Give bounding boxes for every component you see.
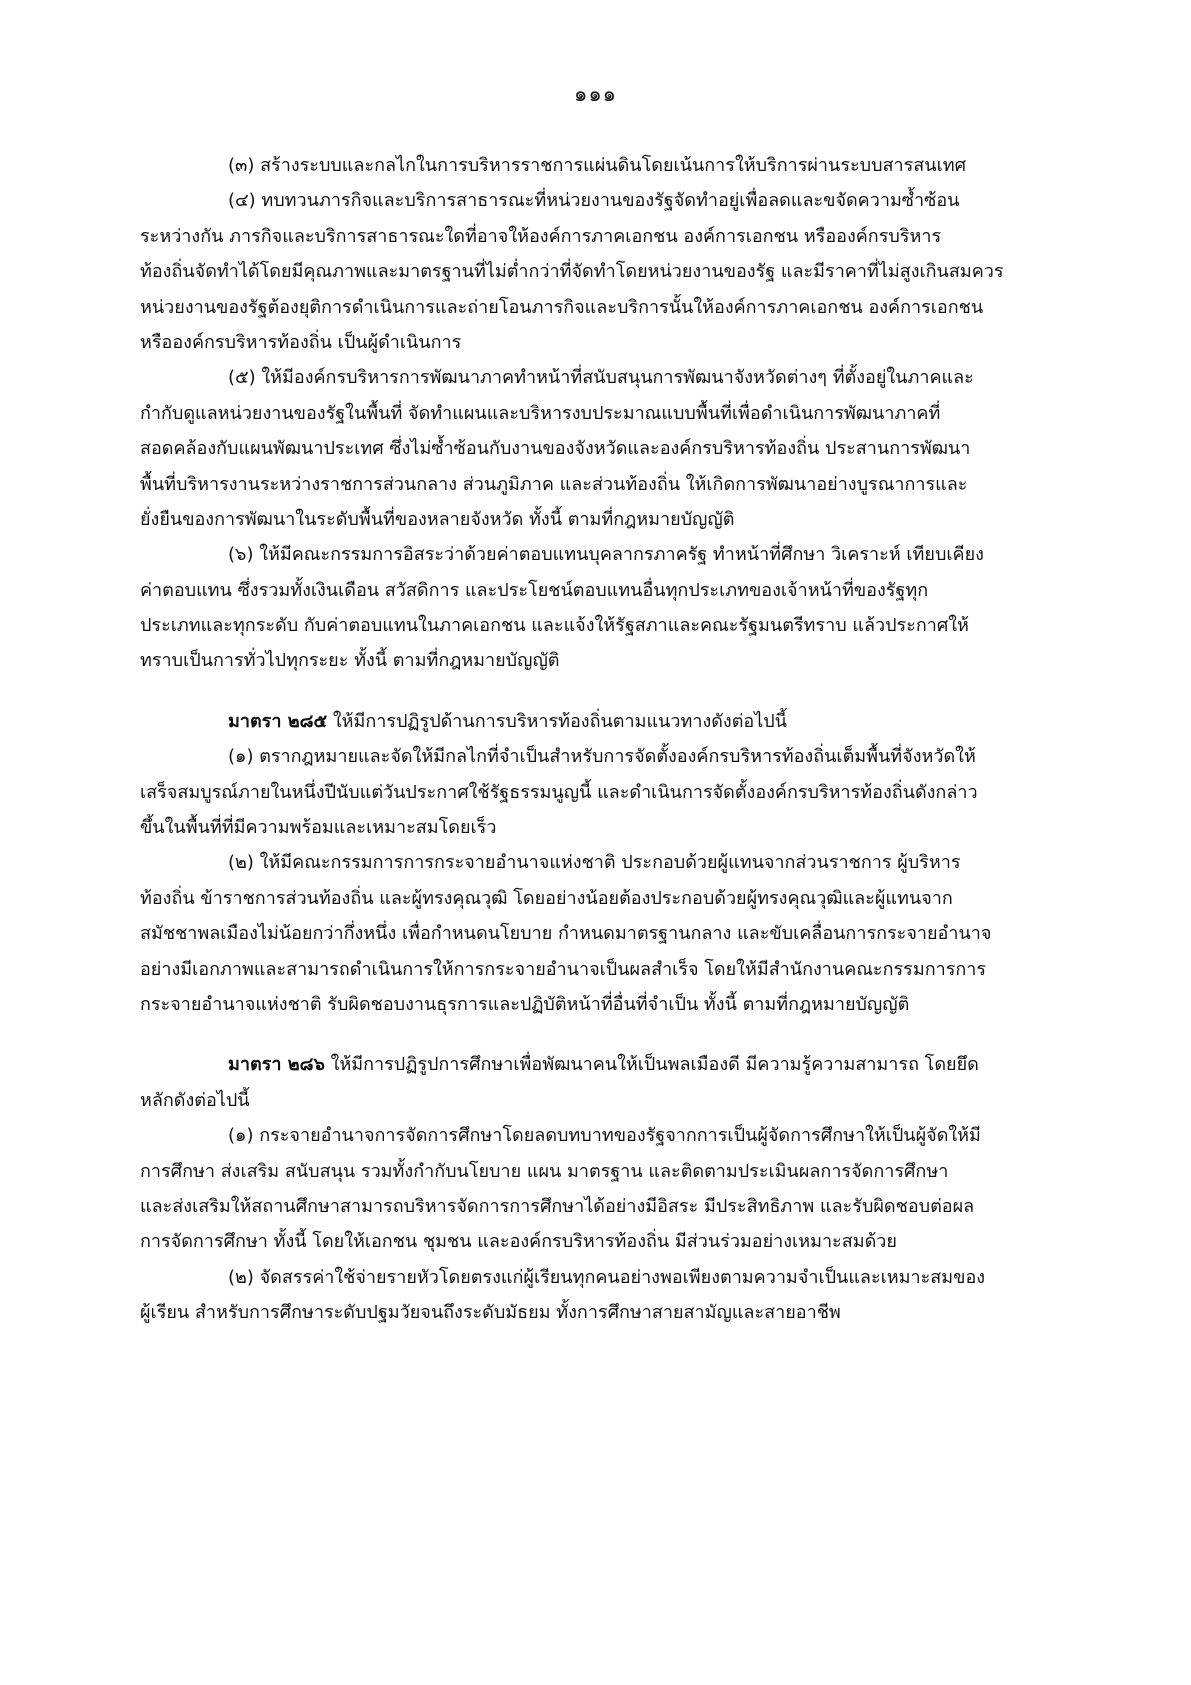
section-text: ให้มีการปฏิรูปการศึกษาเพื่อพัฒนาคนให้เป็นพลเมืองดี มีความรู้ความสามารถ โดยยึด	[324, 1054, 979, 1076]
document-body	[140, 148, 1065, 1331]
text-line: ผู้เรียน สำหรับการศึกษาระดับปฐมวัยจนถึงระดับมัธยม ทั้งการศึกษาสายสามัญและสายอาชีพ	[140, 1302, 841, 1324]
text-line: (๑) ตรากฎหมายและจัดให้มีกลไกที่จำเป็นสำหรับการจัดตั้งองค์กรบริหารท้องถิ่นเต็มพื้นที่จังหวัดให้	[228, 746, 976, 768]
text-line: ค่าตอบแทน ซึ่งรวมทั้งเงินเดือน สวัสดิการ และประโยชน์ตอบแทนอื่นทุกประเภทของเจ้าหน้าที่ของรัฐทุก	[140, 579, 929, 601]
section-286	[140, 1047, 1065, 1118]
section-label: มาตรา ๒๘๕	[228, 710, 328, 732]
text-line: ทราบเป็นการทั่วไปทุกระยะ ทั้งนี้ ตามที่กฎหมายบัญญัติ	[140, 650, 560, 672]
text-line: (๒) ให้มีคณะกรรมการการกระจายอำนาจแห่งชาติ ประกอบด้วยผู้แทนจากส่วนราชการ ผู้บริหาร	[228, 852, 961, 874]
text-line: กำกับดูแลหน่วยงานของรัฐในพื้นที่ จัดทำแผนและบริหารงบประมาณแบบพื้นที่เพื่อดำเนินการพัฒนาภาคที่	[140, 402, 941, 424]
text-line: การศึกษา ส่งเสริม สนับสนุน รวมทั้งกำกับนโยบาย แผน มาตรฐาน และติดตามประเมินผลการจัดการศึกษา	[140, 1160, 949, 1182]
item-4	[140, 183, 1065, 360]
item-5	[140, 360, 1065, 537]
text-line: กระจายอำนาจแห่งชาติ รับผิดชอบงานธุรการและปฏิบัติหน้าที่อื่นที่จำเป็น ทั้งนี้ ตามที่กฎหมายบัญญัติ	[140, 993, 910, 1015]
section-text: ให้มีการปฏิรูปด้านการบริหารท้องถิ่นตามแนวทางดังต่อไปนี้	[327, 710, 787, 732]
text-line: สมัชชาพลเมืองไม่น้อยกว่ากึ่งหนึ่ง เพื่อกำหนดนโยบาย กำหนดมาตรฐานกลาง และขับเคลื่อนการกระจายอำนาจ	[140, 923, 992, 945]
text-line: พื้นที่บริหารงานระหว่างราชการส่วนกลาง ส่วนภูมิภาค และส่วนท้องถิ่น ให้เกิดการพัฒนาอย่างบูรณาการและ	[140, 473, 968, 495]
section-285	[140, 704, 1065, 739]
text-line: หน่วยงานของรัฐต้องยุติการดำเนินการและถ่ายโอนภารกิจและบริการนั้นให้องค์การภาคเอกชน องค์การเอกชน	[140, 296, 984, 318]
section-heading-line	[140, 1047, 1065, 1082]
text-line: (๑) กระจายอำนาจการจัดการศึกษาโดยลดบทบาทของรัฐจากการเป็นผู้จัดการศึกษาให้เป็นผู้จัดให้มี	[228, 1125, 981, 1147]
text-line: หรือองค์กรบริหารท้องถิ่น เป็นผู้ดำเนินการ	[140, 331, 462, 353]
text-line: หลักดังต่อไปนี้	[140, 1089, 250, 1111]
item-6	[140, 537, 1065, 679]
text-line: (๔) ทบทวนภารกิจและบริการสาธารณะที่หน่วยงานของรัฐจัดทำอยู่เพื่อลดและขจัดความซ้ำซ้อน	[228, 190, 960, 212]
text-line: เสร็จสมบูรณ์ภายในหนึ่งปีนับแต่วันประกาศใช้รัฐธรรมนูญนี้ และดำเนินการจัดตั้งองค์กรบริหารท้องถิ่นดังกล่าว	[140, 781, 978, 803]
text-line: ประเภทและทุกระดับ กับค่าตอบแทนในภาคเอกชน และแจ้งให้รัฐสภาและคณะรัฐมนตรีทราบ แล้วประกาศให้	[140, 615, 969, 637]
text-line: ขึ้นในพื้นที่ที่มีความพร้อมและเหมาะสมโดยเร็ว	[140, 817, 497, 839]
page-number: ๑๑๑	[574, 82, 617, 106]
text-line: (๕) ให้มีองค์กรบริหารการพัฒนาภาคทำหน้าที่สนับสนุนการพัฒนาจังหวัดต่างๆ ที่ตั้งอยู่ในภาคและ	[228, 367, 974, 389]
text-line: (๖) ให้มีคณะกรรมการอิสระว่าด้วยค่าตอบแทนบุคลากรภาครัฐ ทำหน้าที่ศึกษา วิเคราะห์ เทียบเคียง	[228, 544, 984, 566]
section-label: มาตรา ๒๘๖	[228, 1054, 325, 1076]
section-285-item-1	[140, 739, 1065, 845]
text-line: ยั่งยืนของการพัฒนาในระดับพื้นที่ของหลายจังหวัด ทั้งนี้ ตามที่กฎหมายบัญญัติ	[140, 508, 735, 530]
item-3	[140, 148, 1065, 183]
text-line: (๓) สร้างระบบและกลไกในการบริหารราชการแผ่นดินโดยเน้นการให้บริการผ่านระบบสารสนเทศ	[228, 155, 967, 176]
text-line: ท้องถิ่น ข้าราชการส่วนท้องถิ่น และผู้ทรงคุณวุฒิ โดยอย่างน้อยต้องประกอบด้วยผู้ทรงคุณวุฒิและผู้แทนจาก	[140, 887, 953, 909]
section-286-item-2	[140, 1260, 1065, 1331]
text-line: สอดคล้องกับแผนพัฒนาประเทศ ซึ่งไม่ซ้ำซ้อนกับงานของจังหวัดและองค์กรบริหารท้องถิ่น ประสานการพัฒนา	[140, 438, 971, 460]
paragraph-gap	[140, 1022, 1065, 1047]
text-line: และส่งเสริมให้สถานศึกษาสามารถบริหารจัดการการศึกษาได้อย่างมีอิสระ มีประสิทธิภาพ และรับผิดชอบต่อผล	[140, 1195, 975, 1217]
section-285-item-2	[140, 845, 1065, 1022]
section-286-item-1	[140, 1118, 1065, 1260]
paragraph-gap	[140, 679, 1065, 704]
text-line: (๒) จัดสรรค่าใช้จ่ายรายหัวโดยตรงแก่ผู้เรียนทุกคนอย่างพอเพียงตามความจำเป็นและเหมาะสมของ	[228, 1266, 986, 1288]
text-line: ระหว่างกัน ภารกิจและบริการสาธารณะใดที่อาจให้องค์การภาคเอกชน องค์การเอกชน หรือองค์กรบริหาร	[140, 225, 942, 247]
text-line: การจัดการศึกษา ทั้งนี้ โดยให้เอกชน ชุมชน และองค์กรบริหารท้องถิ่น มีส่วนร่วมอย่างเหมาะสมด้วย	[140, 1231, 897, 1253]
text-line: อย่างมีเอกภาพและสามารถดำเนินการให้การกระจายอำนาจเป็นผลสำเร็จ โดยให้มีสำนักงานคณะกรรมการการ	[140, 958, 987, 980]
text-line: ท้องถิ่นจัดทำได้โดยมีคุณภาพและมาตรฐานที่ไม่ต่ำกว่าที่จัดทำโดยหน่วยงานของรัฐ และมีราคาที่ไม่สูงเกินสมควร	[140, 261, 1004, 283]
section-heading-line	[140, 704, 1065, 739]
